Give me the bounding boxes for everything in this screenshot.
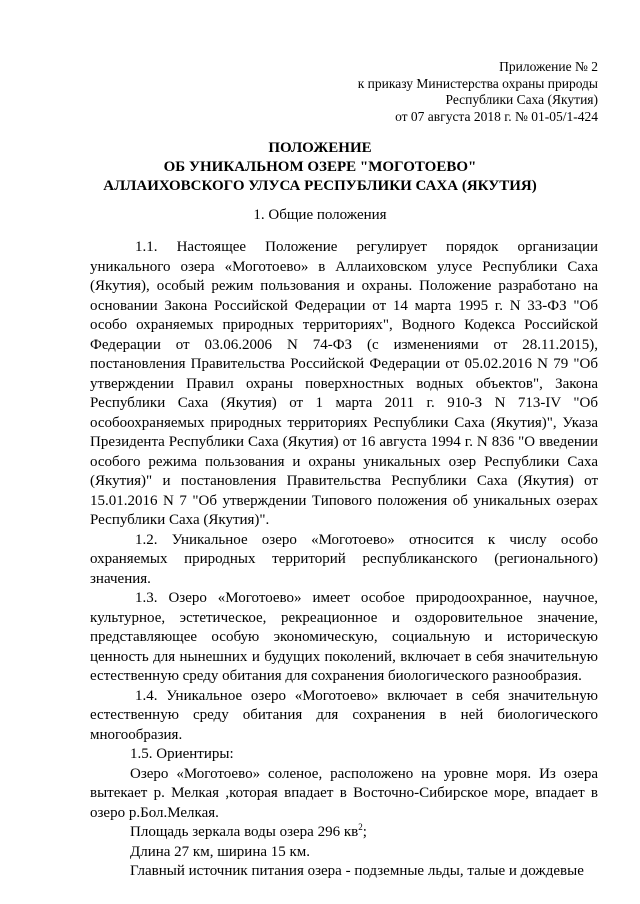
dimensions-line: Длина 27 км, ширина 15 км. xyxy=(130,843,311,860)
paragraph-1-5-label: 1.5. Ориентиры: xyxy=(130,746,234,762)
order-reference: к приказу Министерства охраны природы xyxy=(357,75,598,91)
title-line-3: АЛЛАИХОВСКОГО УЛУСА РЕСПУБЛИКИ САХА (ЯКУТИЯ) xyxy=(103,178,537,194)
paragraph-1-3: 1.3. Озеро «Моготоево» имеет особое природоохранное, научное, культурное, эстетическое, рекреационное и оздоровительное значение, представляющее особую экономическую, социальную и историческую ценность для нынешних и будущих поколений, включает в себя значительную естественную среду обитания для сохранения биологического разнообразия. xyxy=(90,590,598,684)
section-1-title: 1. Общие положения xyxy=(253,207,387,223)
appendix-header xyxy=(358,59,598,125)
title-line-2: ОБ УНИКАЛЬНОМ ОЗЕРЕ "МОГОТОЕВО" xyxy=(163,159,477,175)
paragraph-1-1: 1.1. Настоящее Положение регулирует порядок организации уникального озера «Моготоево» в Аллаиховском улусе Республики Саха (Якутия), особый режим пользования и охраны. Положение разработано на основании Закона Российской Федерации от 14 марта 1995 г. N 33-ФЗ "Об особо охраняемых природных территориях", Водного Кодекса Российской Федерации от 03.06.2006 N 74-ФЗ (с изменениями от 28.11.2015), постановления Правительства Российской Федерации от 05.02.2016 N 79 "Об утверждении Правил охраны поверхностных водных объектов", Закона Республики Саха (Якутия) от 1 марта 2011 г. 910-З N 713-IV "Об особоохраняемых природных территориях Республики Саха (Якутия)", Указа Президента Республики Саха (Якутия) от 16 августа 1994 г. N 836 "О введении особого режима пользования и охраны уникальных озер Республики Саха (Якутия)" и постановления Правительства Республики Саха (Якутия) от 15.01.2016 N 7 "Об утверждении Типового положения об уникальных озерах Республики Саха (Якутия)". xyxy=(90,239,598,528)
area-tail: ; xyxy=(362,824,367,840)
area-line xyxy=(90,823,598,843)
paragraph-1-5-text: Озеро «Моготоево» соленое, расположено на уровне моря. Из озера вытекает р. Мелкая ,которая впадает в Восточно-Сибирское море, впадает в озеро р.Бол.Мелкая. xyxy=(90,765,598,821)
document-title xyxy=(0,139,640,196)
section-1-body xyxy=(90,238,598,882)
area-superscript: 2 xyxy=(358,822,363,832)
source-line: Главный источник питания озера - подземные льды, талые и дождевые xyxy=(130,863,584,879)
paragraph-1-2: 1.2. Уникальное озеро «Моготоево» относится к числу особо охраняемых природных территорий республиканского (регионального) значения. xyxy=(90,531,598,587)
order-date: от 07 августа 2018 г. № 01-05/1-424 xyxy=(395,108,598,124)
area-text: Площадь зеркала воды озера 296 кв xyxy=(130,824,359,840)
title-line-1: ПОЛОЖЕНИЕ xyxy=(268,140,372,156)
appendix-number: Приложение № 2 xyxy=(499,59,598,74)
republic-name: Республики Саха (Якутия) xyxy=(445,92,598,107)
paragraph-1-4: 1.4. Уникальное озеро «Моготоево» включает в себя значительную естественную среду обитания для сохранения в ней биологического многообразия. xyxy=(90,687,598,743)
